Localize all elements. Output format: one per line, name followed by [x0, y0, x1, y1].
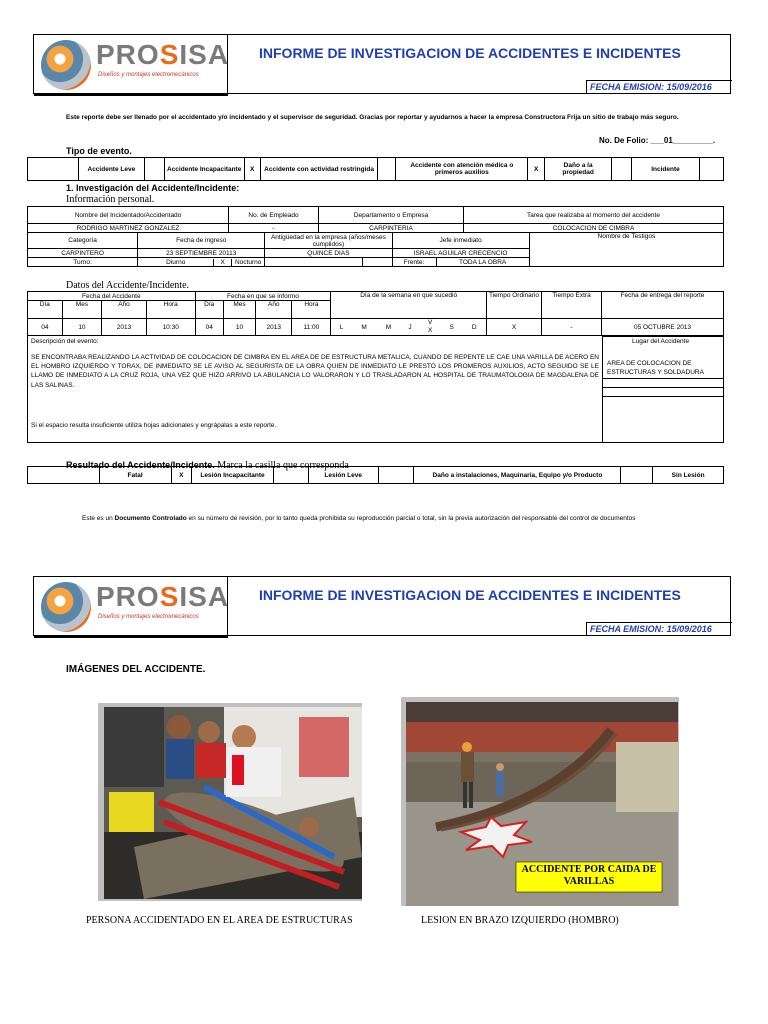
tipo-evento-table — [27, 157, 724, 181]
tipo-danio: Daño a la propiedad — [545, 158, 612, 181]
resultado-table: Fatal X Lesión Incapacitante Lesión Leve Daño a instalaciones, Maquinaria, Equipo y/o Producto Sin Lesión — [27, 466, 724, 484]
value-tiempo-ordinario: X — [487, 319, 542, 336]
logo — [34, 35, 228, 95]
resultado-heading: Resultado del Accidente/Incidente. Marca la casilla que corresponda — [66, 460, 349, 471]
logo-tagline: Diseños y montajes electromecánicos — [98, 72, 199, 78]
informacion-personal-table: Nombre del Incidentado/Accidentado No. de Empleado Departamento o Empresa Tarea que realizaba al momento del accidente RODRIGO MARTINEZ GONZALEZ - CARPINTERIA COLOCACION DE CIMBRA — [27, 206, 724, 233]
value-tarea: COLOCACION DE CIMBRA — [464, 224, 724, 233]
insuficiente-note: Si el espacio resulta insuficiente utiliza hojas adicionales y engrápalas a este reporte. — [31, 422, 277, 429]
page-header-1 — [33, 34, 731, 94]
fecha-emision: FECHA EMISION: 15/09/2016 — [586, 80, 732, 94]
document-title: INFORME DE INVESTIGACION DE ACCIDENTES E INCIDENTES — [259, 45, 681, 61]
descripcion-label: Descripción del evento: — [31, 338, 99, 345]
imagenes-heading: IMÁGENES DEL ACCIDENTE. — [66, 664, 206, 675]
photo-varillas — [406, 702, 678, 906]
datos-table: Fecha del Accidente Fecha en que se informo Día de la semana en que sucedió Tiempo Ordinario Tiempo Extra Fecha de entrega del reporte Día Mes Año Hora Día Mes Año Hora 04 10 2013 10:30 04 10 2013 11:00 L M M J V X S D X - 05 OCTUBRE 2013 — [27, 291, 724, 336]
caption-1: PERSONA ACCIDENTADO EN EL AREA DE ESTRUCTURAS — [86, 915, 353, 926]
datos-heading: Datos del Accidente/Incidente. — [66, 280, 190, 291]
lugar-label: Lugar del Accidente — [632, 338, 690, 345]
tipo-evento-heading: Tipo de evento. — [66, 146, 132, 156]
photo-accidentado — [104, 707, 362, 899]
folio: No. De Folio: ___01_________. — [599, 136, 716, 145]
turno-mark: X — [214, 259, 232, 266]
intro-text: Este reporte debe ser llenado por el accidentado y/o incidentado y el supervisor de seguridad. Gracias por reportar y ayudarnos a hacer la empresa Constructora Frija un sitio de trabajo más seguro. — [66, 114, 679, 121]
page-header-2 — [33, 576, 731, 636]
datos-box — [27, 291, 724, 443]
lugar-text: AREA DE COLOCACION DE ESTRUCTURAS Y SOLDADURA — [607, 360, 704, 376]
logo-tagline: Diseños y montajes electromecánicos — [98, 614, 199, 620]
value-tiempo-extra: - — [542, 319, 602, 336]
tipo-primeros-auxilios: Accidente con atención médica o primeros auxilios — [396, 158, 528, 181]
informacion-personal: Información personal. — [66, 194, 155, 205]
value-antiguedad: QUINCE DIAS — [265, 249, 392, 258]
tipo-mark-2: X — [528, 158, 545, 181]
value-ingreso: 23 SEPTIEMBRE 20113 — [138, 249, 265, 258]
dia-mark: X — [427, 327, 433, 334]
accidente-label: ACCIDENTE POR CAIDA DE VARILLAS — [521, 864, 657, 887]
caption-2: LESION EN BRAZO IZQUIERDO (HOMBRO) — [421, 915, 619, 926]
logo-emblem-icon — [41, 582, 91, 632]
value-fecha-entrega: 05 OCTUBRE 2013 — [602, 319, 724, 336]
documento-controlado-note: Este es un Documento Controlado en su número de revisión, por lo tanto queda prohibida su reproducción parcial o total, sin la previa autorización del responsable del control de documentos — [82, 515, 636, 522]
value-categoria: CARPINTERO — [28, 249, 138, 258]
value-depto: CARPINTERIA — [319, 224, 464, 233]
logo-emblem-icon — [41, 40, 91, 90]
tipo-leve: Accidente Leve — [78, 158, 144, 181]
value-frente: TODA LA OBRA — [436, 258, 529, 267]
fecha-emision-2: FECHA EMISION: 15/09/2016 — [586, 622, 732, 636]
tipo-restringida: Accidente con actividad restringida — [260, 158, 378, 181]
photo-accidentado-image — [104, 707, 362, 899]
document-title-2: INFORME DE INVESTIGACION DE ACCIDENTES E INCIDENTES — [259, 587, 681, 603]
investigacion-heading: 1. Investigación del Accidente/Incidente: — [66, 183, 240, 193]
tipo-mark-1: X — [244, 158, 260, 181]
logo-2 — [34, 577, 228, 637]
value-jefe: ISRAEL AGUILAR CRECENCIO — [392, 249, 529, 258]
logo-text: PROSISA — [96, 39, 230, 70]
informacion-personal-table-2: Categoría Fecha de ingreso Antigüedad en la empresa (años/meses cumplidos) Jefe inmediato Nombre de Testigos CARPINTERO 23 SEPTIEMBRE 20113 QUINCE DIAS ISRAEL AGUILAR CRECENCIO Turno: Diurno X Nocturno Frente: TODA LA OBRA — [27, 232, 724, 267]
descripcion-text: SE ENCONTRABA REALIZANDO LA ACTIVIDAD DE COLOCACION DE CIMBRA EN EL AREA DE DE ESTRUCTURA METALICA, CUANDO DE REPENTE LE CAE UNA VARILLA DE ACERO EN EL HOMBRO IZQUIERDO Y TORAX, DE INMEDIATO SE LE AVISO AL SEGURISTA DE LA OBRA QUIEN DE INMEDIATO LE PRESTO LOS PROMEROS AUXILIOS, ACTO SEGUIDO SE LE LLAMO DE INMEDIATO A LA CRUZ ROJA, UNA VEZ QUE HIZO ARRIVO LA ABULANCIA LO VALORARON Y LO TRASLADARON AL HOSPITAL DE TRAUMATOLOGIA DE MAGDALENA DE LAS SALINAS. — [31, 354, 599, 389]
resultado-mark: X — [171, 467, 192, 484]
logo-text: PROSISA — [96, 581, 230, 612]
value-nombre: RODRIGO MARTINEZ GONZALEZ — [28, 224, 229, 233]
tipo-incapacitante: Accidente Incapacitante — [164, 158, 244, 181]
value-empleado: - — [229, 224, 319, 233]
tipo-incidente: Incidente — [632, 158, 700, 181]
